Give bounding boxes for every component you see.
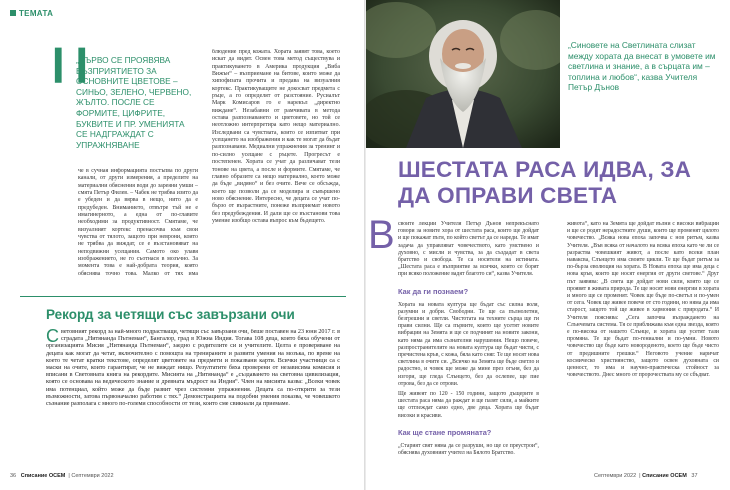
- right-pull-quote: „Синовете на Светлината слизат между хората да внесат в умовете им светлина и знание, а в сърцата им – топлина и любов“, казва Учителя Петър Дънов: [568, 40, 716, 93]
- quote-mark-icon: ❙❙: [44, 44, 91, 82]
- right-article-column-2: живота“, като на Земята ще дойдат вълни с високи вибрации и ще се родят нерадостните души, които ще променят цялото човечество. „Всяка нова епоха започва с нов ритъм, казва Учителя. „Във всяка от началото на всяка епоха като че ли се разраства човешкият живот, а после като всеки план наваксва, Слънцето има своите цикли. Те ще бъдат ритъм за по-бърза еволюция на хората. В Новата епоха ще има деца с нова кръв, които ще носят енергия от други светове.“ Друг път заявява: „В света ще дойдат нови сили, които ще се проявят в живата природа. Те ще носят нови енергии в хората и много ще се променят. Човек ще бъде по-светъл и по-умен от сега. Човек ще живее повече от сто години, но няма да има старост, защото той ще живее в хармония с природата.“ И Учителя пояснява: „Сега започва възраждането на Слънчевата система. Тя се приближава към една звезда, която е по-висока от нашето Слънце, и хората ще усетят тази промяна. Те ще бъдат по-гениални и по-умни. Новото човечество ще бъде като новороденото, което ще бъде чисто от предишните грешки.“ Неговото учение наричат космическо християнство, защото освен духовната си ценност, то има и научно-практическа стойност за човечеството. Днес много от пророчествата му се сбъдват.: [567, 221, 719, 379]
- teacher-photo: [366, 0, 560, 148]
- right-footer: Септември 2022 | Списание ОСЕМ 37: [594, 473, 698, 479]
- teacher-photo-image: [366, 0, 560, 148]
- rekord-body-text: ветовният рекорд за най-много подрастващи, четящи със завързани очи, беше поставен на 23 юни 2017 г. в сградата „Нитянанда Пътнеман“, Бангалор, град в Южна Индия. Тогава 108 деца, които бяха обучени от организацията Мисия „Нитянанда Пътнеман“, заедно с родителите си и учителите. Целта е проверяване на децата как могат да четат, включително с помощта на тренираните и развити умения на мозъка, по време на което те четат кратки текстове, определят цветовете на предмети и показвани карти. Всички участници са с маски на очите, които гарантират, че не виждат нищо. Резултатите бяха проверени от независима комисия и вписани в Световната книга на рекордите. Мисията на „Нитянанда“ е „създаването на световна цивилизация, която се основава на ведическото знание и древната мъдрост на Индия“. Член на мисията казва: „Всеки човек има потенциал, който може да бъде развит чрез системни упражнения. Децата са по-открити за тези възможности, затова първоначално работим с тях.“ Демонстрацията на подобни умения показва, че човешкото съзнание разполага с много по-големи способности от тези, които сме свикнали да приемаме.: [46, 329, 340, 408]
- left-article-column-1: че в сучная информацията постъпва по други канали, от други измерения, а пределите на материални обяснения води до зареяни умши – смята Петър Филев. – Чабек не трябва изито да е убеден и да вярва в нещо, нито да е предубеден. Вниманието, отвътре тъй не е имагинерното, а една от по-главите необходими за продуктивност. Смятаме, че визуалният кортекс пренасочва към свои чувства от тялото, защото при неврони, които не трябва да виждат, се е възстановяват на неподвижни усещания. Самото око улавя изображението, не го съотнася в мозъчно. За момента това е най-добрата теория, която обяснява точно това. Малко от тях има: [78, 168, 198, 276]
- article-paragraph-3: Ще живеят по 120 - 150 години, защото дъщерите в шестата раса няма да раждат и ще пазят сили, а майките ще отглеждат само едно, две деца. Хората ще бъдат високи и красиви.: [398, 391, 539, 419]
- right-footer-magazine: Списание ОСЕМ: [642, 473, 687, 479]
- article-intro: своите лекции Учителя Петър Дънов непрекъснато говори за новите хора от шестата раса, които ще дойдат и ще покажат пътя, по който светът да се нареди. Те имат задача да управляват човечеството, като умствено и духовно, с мисли и чувства, за да създадат в света братство и свобода. Те са носители на истината. „Шестата раса е възприятие за всички, които се борят при всяко положение вадят благото си“, казва Учителя.: [398, 221, 539, 278]
- left-page: [0, 0, 364, 490]
- rekord-body: [46, 329, 340, 461]
- article-dropcap: В: [368, 213, 395, 257]
- rekord-rule: [20, 296, 346, 297]
- left-pull-quote: „ПЪРВО СЕ ПРОЯВЯВА ВЪЗПРИЯТИЕТО ЗА ОСНОВНИТЕ ЦВЕТОВЕ – СИНЬО, ЗЕЛЕНО, ЧЕРВЕНО, ЖЪЛТО. ПОСЛЕ СЕ ФОРМИТЕ, ЦИФРИТЕ, БУКВИТЕ И ПР. УМЕНИЯТА СЕ НАДГРАЖДАТ С УПРАЖНЯВАНЕ: [76, 55, 192, 150]
- article-title: ШЕСТАТА РАСА ИДВА, ЗА ДА ОПРАВИ СВЕТА: [398, 157, 692, 208]
- section-tag: [10, 9, 53, 18]
- article-paragraph-2: Хората на новата култура ще бъдат със силна воля, разумни и добри. Свободни. Те ще са пълнолетни, безгрешни и светли. Чистотата на техните сърца ще ги прави силни. Ще са първите, които ще усетят новите вибрации на Земята и ще се подчинят на новите закони, като няма да има съзнателни нарушения. Нещо повече, разпространителите на новата култура ще бъдат чисти, с пречистена кръв, с кожа, бяла като сняг. Те ще носят нова светлина в очите си. „Всичко на Земята ще бъде светло и радостно, и човек ще може да мине през огъня, без да изгори, ще гледа Слънцето, без да ослепее, ще пие отрова, без да се отрови.: [398, 301, 539, 387]
- right-footer-issue: Септември 2022: [594, 473, 637, 479]
- subhead-how-change-happens: Как ще стане промяната?: [398, 427, 492, 437]
- left-footer: 36 Списание ОСЕМ | Септември 2022: [10, 473, 114, 479]
- subhead-how-to-recognize: Как да ги познаем?: [398, 286, 469, 296]
- section-square-icon: [10, 10, 16, 16]
- rekord-title: Рекорд за четящи със завързани очи: [46, 307, 295, 322]
- article-paragraph-4: „Старият свят няма да се разруши, но ще се преустрои“, обяснява духовният учител на Бялото Братство.: [398, 442, 539, 457]
- left-article-column-2: блюдение пред кожата. Хората заявят това, което искат да видят. Освен това метод съществува и практикуването в Америка продукция „Виба Вижън“ – възприемане на битове, които може да хипофизата прочита и предава на визуалния кортекс. Практикуващите не докосват предмета с ръце, а го определят от разстояние. Русиалът Марк Комисаров го е нарекъл „директно виждане“. Незабавни от рамчивата в метода остава разпознаването и цветовете, но той се неотложно интерпретира като нещо материално. Изследвани са чувствата, които се изпитват при усещането на изображения и как те могат да бъдат разпознавани. Медиални упражнения за тренинг и по-силно усещане с ръцете. Прогресът е постепенен. Хората се учат да различават тези тонове на цвета, а после и формите. Смятаме, че главно образите са нещо материално, което може да бъде „видяно“ и без очите. Вече се обсъжда, което ще позволи да се моделира и съвършено ново обяснение. Интересно, че децата се учат по-бързо от възрастните, понеже възприемат новото без предубеждения. И дали ще се възстанови това умение изобщо остава въпрос към бъдещето.: [212, 49, 340, 224]
- right-article-column-1: [398, 221, 539, 471]
- left-footer-issue: Септември 2022: [71, 473, 114, 479]
- right-page-number: 37: [691, 473, 698, 479]
- section-tag-label: ТЕМАТА: [19, 9, 54, 18]
- left-footer-magazine: Списание ОСЕМ: [20, 473, 66, 479]
- left-page-number: 36: [10, 473, 17, 479]
- rekord-dropcap: С: [46, 329, 59, 346]
